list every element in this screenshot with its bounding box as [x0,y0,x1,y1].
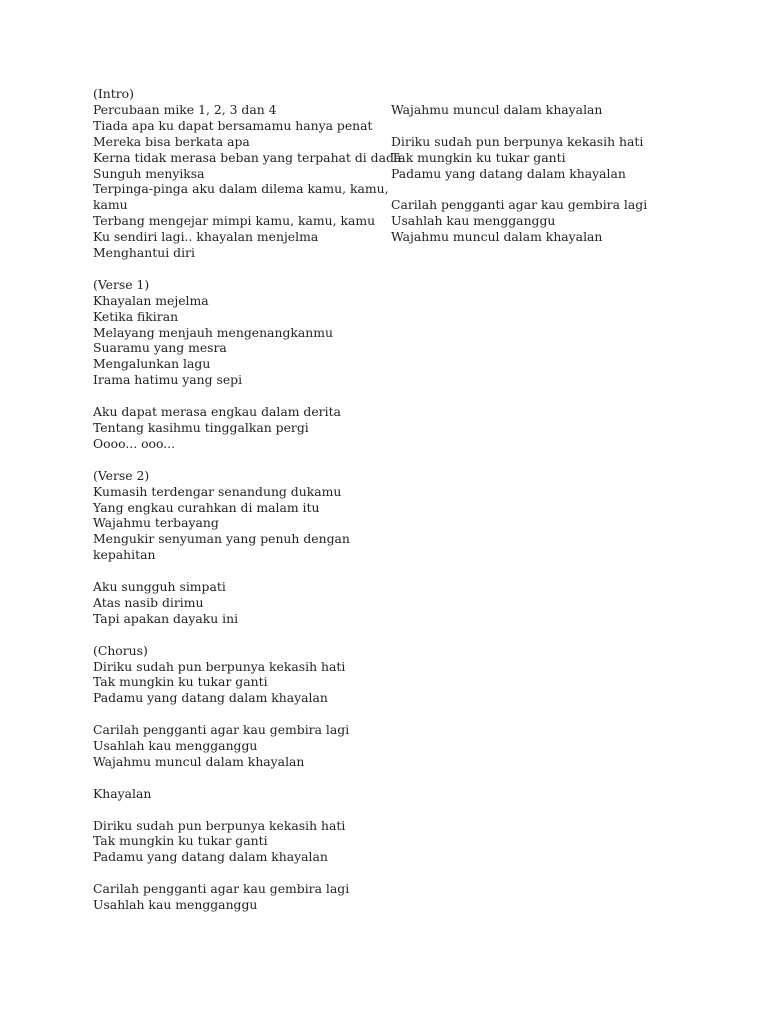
lyric-line: Carilah pengganti agar kau gembira lagi [391,197,648,213]
lyric-line: Wajahmu muncul dalam khayalan [391,101,603,117]
lyric-line: Kerna tidak merasa beban yang terpahat di dada [93,149,402,165]
column-top-spacer [391,86,691,102]
lyric-line: Mengalunkan lagu [93,356,211,372]
lyrics-stanza [93,881,383,913]
lyric-line: Tak mungkin ku tukar ganti [391,149,566,165]
lyrics-stanza [93,277,383,388]
lyric-line: Oooo... ooo... [93,435,176,451]
lyric-line: Usahlah kau mengganggu [93,738,258,754]
lyric-line: Terpinga-pinga aku dalam dilema kamu, kamu, [93,181,389,197]
lyric-line: Tentang kasihmu tinggalkan pergi [93,420,309,435]
lyrics-stanza [93,643,383,707]
lyric-line: Tapi apakan dayaku ini [93,610,239,626]
lyrics-left-column [93,86,402,929]
lyric-line: Aku sungguh simpati [93,579,226,595]
lyric-line: Khayalan mejelma [93,292,209,308]
lyric-line: Padamu yang datang dalam khayalan [93,690,328,706]
lyric-line: Tak mungkin ku tukar ganti [93,674,268,690]
lyric-line: Wajahmu terbayang [93,515,219,531]
lyric-line: Tak mungkin ku tukar ganti [93,833,268,849]
lyric-line: Diriku sudah pun berpunya kekasih hati [93,817,346,833]
lyric-line: Sunguh menyiksa [93,165,205,181]
lyric-line: (Intro) [93,86,134,101]
lyric-line: Percubaan mike 1, 2, 3 dan 4 [93,101,277,117]
lyric-line: Terbang mengejar mimpi kamu, kamu, kamu [93,213,376,229]
lyric-line: Ketika fikiran [93,308,179,324]
lyrics-stanza [391,134,691,182]
lyrics-stanza [391,102,691,118]
lyric-line: Ku sendiri lagi.. khayalan menjelma [93,229,319,245]
lyric-line: Khayalan [93,785,152,801]
lyric-line: Kumasih terdengar senandung dukamu [93,483,342,499]
lyric-line: Diriku sudah pun berpunya kekasih hati [391,133,644,149]
lyrics-stanza [93,786,383,802]
lyric-line: Menghantui diri [93,245,195,261]
lyrics-stanza [93,818,383,866]
lyric-line: Mengukir senyuman yang penuh dengan [93,531,350,547]
lyric-line: Carilah pengganti agar kau gembira lagi [93,722,350,738]
lyric-line: Melayang menjauh mengenangkanmu [93,324,334,340]
lyric-line: Wajahmu muncul dalam khayalan [93,753,305,769]
lyrics-stanza [93,722,383,770]
lyric-line: Atas nasib dirimu [93,594,204,610]
lyric-line: (Chorus) [93,642,148,658]
lyric-line: Padamu yang datang dalam khayalan [93,849,328,865]
lyrics-right-column [391,86,691,261]
lyrics-stanza [93,404,383,452]
lyric-line: Tiada apa ku dapat bersamamu hanya penat [93,117,373,133]
lyric-line: (Verse 1) [93,276,150,292]
lyric-line: Wajahmu muncul dalam khayalan [391,229,603,245]
lyric-line: kepahitan [93,547,156,563]
lyric-line: Mereka bisa berkata apa [93,133,250,149]
lyrics-stanza [391,197,691,245]
lyric-line: Usahlah kau mengganggu [391,213,556,229]
lyric-line: (Verse 2) [93,467,150,483]
lyric-line: Aku dapat merasa engkau dalam derita [93,404,341,420]
lyric-line: Irama hatimu yang sepi [93,372,243,388]
lyric-line: Carilah pengganti agar kau gembira lagi [93,881,350,897]
lyrics-stanza [93,579,383,627]
lyrics-stanza [93,468,383,563]
lyric-line: Padamu yang datang dalam khayalan [391,165,626,181]
lyrics-stanza [93,86,402,261]
lyric-line: Suaramu yang mesra [93,340,227,356]
lyric-line: Diriku sudah pun berpunya kekasih hati [93,658,346,674]
lyric-line: kamu [93,197,128,213]
lyric-line: Usahlah kau mengganggu [93,897,258,913]
lyric-line: Yang engkau curahkan di malam itu [93,499,320,515]
